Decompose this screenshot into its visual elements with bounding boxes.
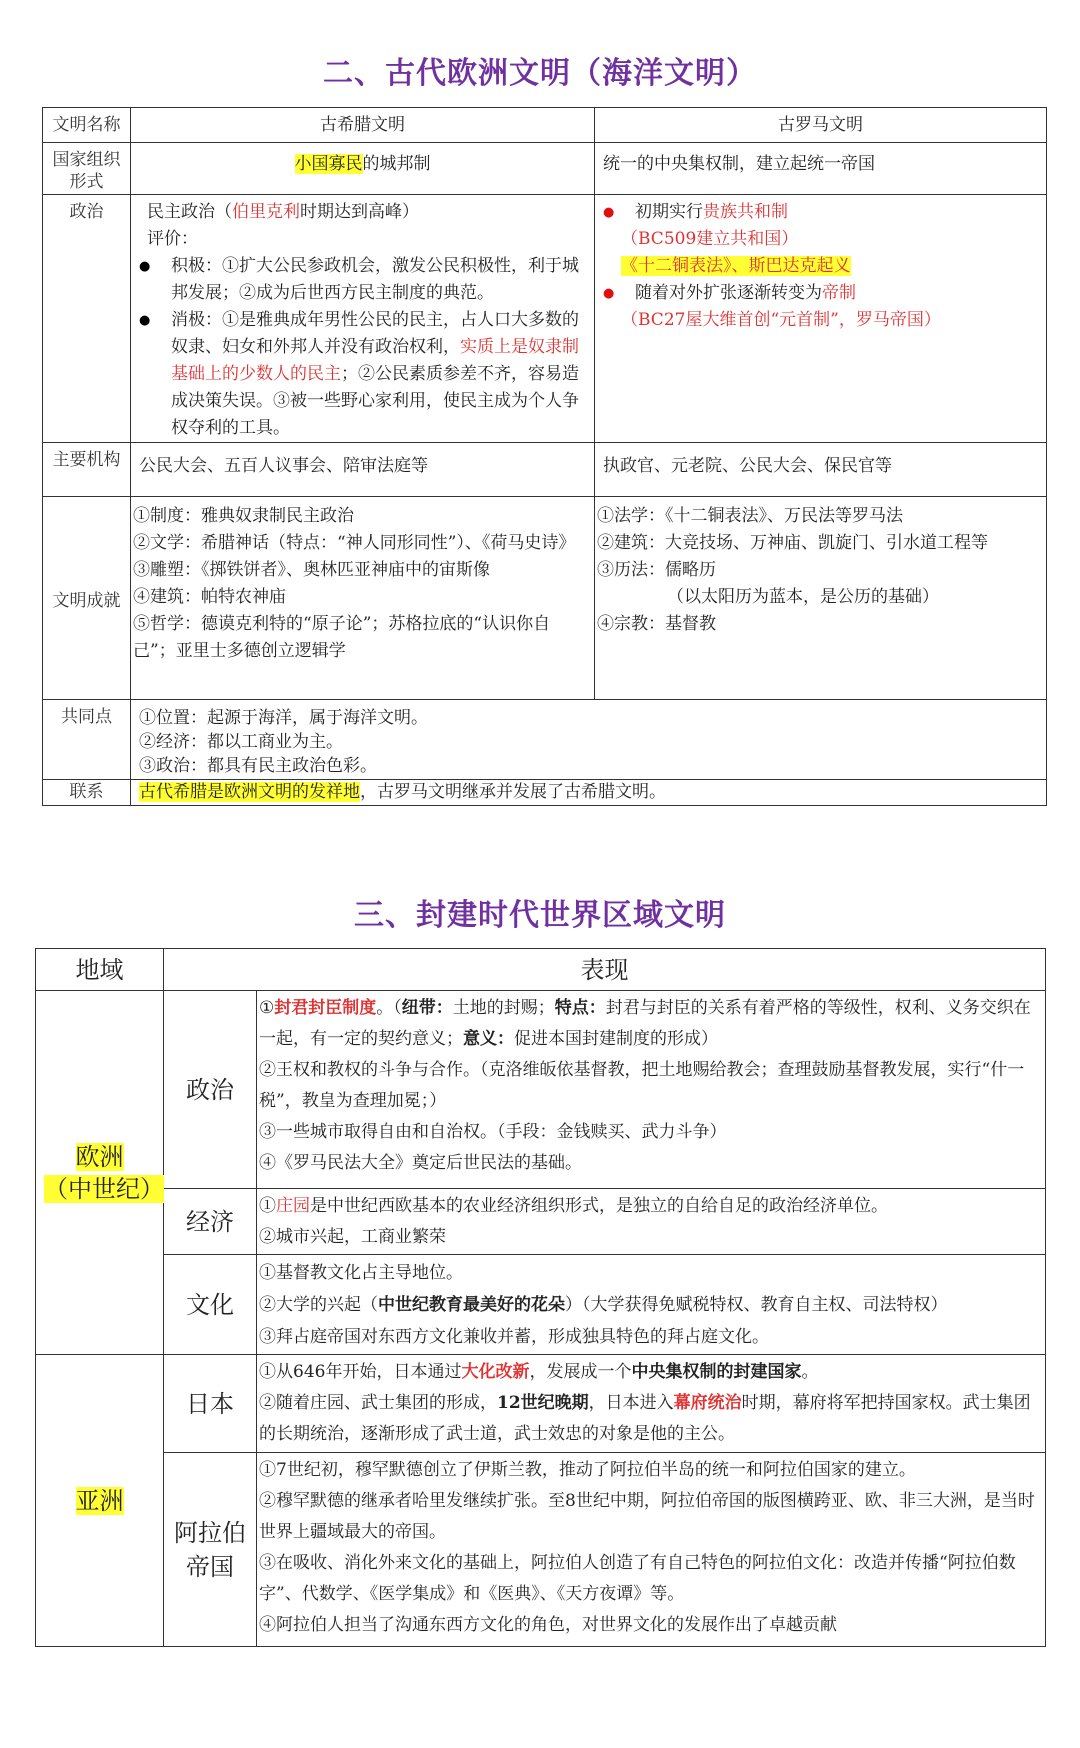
row-label-politics: 政治 xyxy=(43,195,131,443)
rome-achievements: ①法学：《十二铜表法》、万民法等罗马法 ②建筑：大竞技场、万神庙、凯旋门、引水道工程等 ③历法：儒略历 （以太阳历为蓝本，是公历的基础） ④宗教：基督教 xyxy=(595,497,1047,700)
row-label-relation: 联系 xyxy=(43,780,131,806)
rome-politics: ● 初期实行贵族共和制 （BC509建立共和国） 《十二铜表法》、斯巴达克起义 ● 随着对外扩张逐渐转变为帝制 （BC27屋大维首创“元首制”，罗马帝国） xyxy=(595,195,1047,443)
greece-politics-negative: ● 消极：①是雅典成年男性公民的民主，占人口大多数的奴隶、妇女和外邦人并没有政治权利，实质上是奴隶制基础上的少数人的民主；②公民素质参差不齐，容易造成决策失误。③被一些野心家利用，使民主成为个人争权夺利的工具。 xyxy=(139,307,586,442)
row-label-org: 国家组织形式 xyxy=(43,143,131,195)
header-civ-name: 文明名称 xyxy=(43,108,131,143)
header-rome: 古罗马文明 xyxy=(595,108,1047,143)
europe-politics-label: 政治 xyxy=(164,991,257,1189)
japan-content: ①从646年开始，日本通过大化改新，发展成一个中央集权制的封建国家。 ②随着庄园、武士集团的形成，12世纪晚期，日本进入幕府统治时期，幕府将军把持国家权。武士集团的长期统治，逐渐形成了武士道，武士效忠的对象是他的主公。 xyxy=(257,1355,1046,1453)
europe-culture: ①基督教文化占主导地位。 ②大学的兴起（中世纪教育最美好的花朵）（大学获得免赋税特权、教育自主权、司法特权） ③拜占庭帝国对东西方文化兼收并蓄，形成独具特色的拜占庭文化。 xyxy=(257,1255,1046,1355)
rome-org: 统一的中央集权制，建立起统一帝国 xyxy=(595,143,1047,195)
common-points: ①位置：起源于海洋，属于海洋文明。 ②经济：都以工商业为主。 ③政治：都具有民主政治色彩。 xyxy=(131,700,1047,780)
japan-label: 日本 xyxy=(164,1355,257,1453)
europe-economy-label: 经济 xyxy=(164,1189,257,1255)
header-show: 表现 xyxy=(164,949,1046,991)
arab-content: ①7世纪初，穆罕默德创立了伊斯兰教，推动了阿拉伯半岛的统一和阿拉伯国家的建立。 ②穆罕默德的继承者哈里发继续扩张。至8世纪中期，阿拉伯帝国的版图横跨亚、欧、非三大洲，是当时世界上疆域最大的帝国。 ③在吸收、消化外来文化的基础上，阿拉伯人创造了有自己特色的阿拉伯文化：改造并传播“阿拉伯数字”、代数学、《医学集成》和《医典》、《天方夜谭》等。 ④阿拉伯人担当了沟通东西方文化的角色，对世界文化的发展作出了卓越贡献 xyxy=(257,1453,1046,1647)
region-asia: 亚洲 xyxy=(36,1355,164,1647)
greece-bodies: 公民大会、五百人议事会、陪审法庭等 xyxy=(131,443,595,497)
region-europe: 欧洲 （中世纪） xyxy=(36,991,164,1355)
row-label-bodies: 主要机构 xyxy=(43,443,131,497)
greece-achievements: ①制度：雅典奴隶制民主政治 ②文学：希腊神话（特点：“神人同形同性”）、《荷马史诗》 ③雕塑：《掷铁饼者》、奥林匹亚神庙中的宙斯像 ④建筑：帕特农神庙 ⑤哲学：德谟克利特的“原子论”；苏格拉底的“认识你自己”；亚里士多德创立逻辑学 xyxy=(131,497,595,700)
rome-bodies: 执政官、元老院、公民大会、保民官等 xyxy=(595,443,1047,497)
europe-economy: ①庄园是中世纪西欧基本的农业经济组织形式，是独立的自给自足的政治经济单位。 ②城市兴起，工商业繁荣 xyxy=(257,1189,1046,1255)
section2-title: 三、封建时代世界区域文明 xyxy=(354,898,726,933)
relation-text: 古代希腊是欧洲文明的发祥地，古罗马文明继承并发展了古希腊文明。 xyxy=(131,780,1047,806)
row-label-common: 共同点 xyxy=(43,700,131,780)
europe-politics: ①封君封臣制度。（纽带：土地的封赐；特点：封君与封臣的关系有着严格的等级性，权利、义务交织在一起，有一定的契约意义；意义：促进本国封建制度的形成） ②王权和教权的斗争与合作。（克洛维皈依基督教，把土地赐给教会；查理鼓励基督教发展，实行“什一税”，教皇为查理加冕；） ③一些城市取得自由和自治权。（手段：金钱赎买、武力斗争） ④《罗马民法大全》奠定后世民法的基础。 xyxy=(257,991,1046,1189)
greece-politics: 民主政治（伯里克利时期达到高峰） 评价： ● 积极：①扩大公民参政机会，激发公民积极性，利于城邦发展；②成为后世西方民主制度的典范。 ● 消极：①是雅典成年男性公民的民主，占人口大多数的奴隶、妇女和外邦人并没有政治权利，实质上是奴隶制基础上的少数人的民主；②公民素质参差不齐，容易造成决策失误。③被一些野心家利用，使民主成为个人争权夺利的工具。 xyxy=(131,195,595,443)
greece-org: 小国寡民的城邦制 xyxy=(131,143,595,195)
feudal-era-table xyxy=(35,948,1046,1647)
greece-politics-positive: ● 积极：①扩大公民参政机会，激发公民积极性，利于城邦发展；②成为后世西方民主制度的典范。 xyxy=(139,253,586,307)
header-region: 地域 xyxy=(36,949,164,991)
row-label-achievements: 文明成就 xyxy=(43,497,131,700)
europe-culture-label: 文化 xyxy=(164,1255,257,1355)
ancient-europe-table xyxy=(42,107,1047,806)
header-greece: 古希腊文明 xyxy=(131,108,595,143)
section1-title: 二、古代欧洲文明（海洋文明） xyxy=(323,56,757,91)
arab-label: 阿拉伯帝国 xyxy=(164,1453,257,1647)
